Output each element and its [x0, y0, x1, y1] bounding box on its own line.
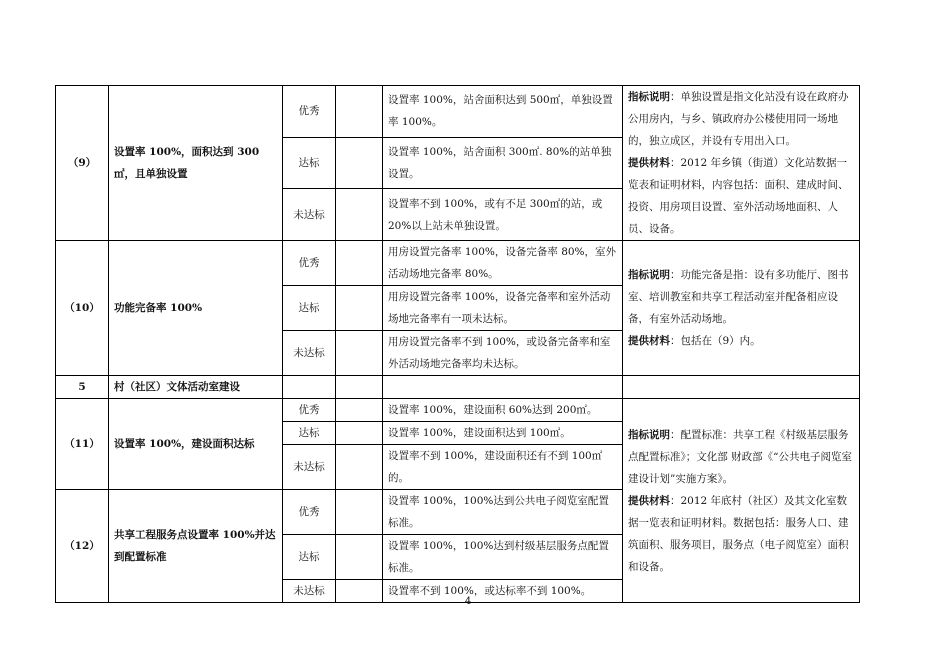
grade: 未达标 [283, 331, 336, 376]
empty-cell [623, 376, 860, 399]
section-number: 5 [56, 376, 109, 399]
table-row [56, 241, 860, 286]
page-number: 4 [464, 596, 472, 607]
criteria: 用房设置完备率 100%，设备完备率 80%，室外活动场地完备率 80%。 [383, 241, 623, 286]
material-text: ：2012 年乡镇（街道）文化站数据一览表和证明材料，内容包括：面积、建成时间、投资、用房项目设置、室外活动场地面积、人员、设备。 [628, 157, 849, 235]
grade: 未达标 [283, 189, 336, 241]
criteria: 设置率不到 100%，或有不足 300㎡的站，或 20%以上站未单独设置。 [383, 189, 623, 241]
note-text: ：单独设置是指文化站没有设在政府办公用房内，与乡、镇政府办公楼使用同一场地的，独立成区，并设有专用出入口。 [628, 91, 849, 147]
evaluation-table [55, 85, 860, 603]
material-text: ：2012 年底村（社区）及其文化室数据一览表和证明材料。数据包括：服务人口、建筑面积、服务项目，服务点（电子阅览室）面积和设备。 [628, 494, 849, 573]
indicator: 设置率 100%，建设面积达标 [109, 399, 283, 490]
section-title: 村（社区）文体活动室建设 [109, 376, 283, 399]
material-label: 提供材料 [628, 335, 670, 347]
material-text: ：包括在（9）内。 [670, 335, 761, 347]
material-label: 提供材料 [628, 157, 670, 169]
score-cell [336, 535, 383, 580]
empty-cell [336, 376, 383, 399]
criteria: 用房设置完备率 100%，设备完备率和室外活动场地完备率有一项未达标。 [383, 286, 623, 331]
item-number: （12） [56, 490, 109, 603]
indicator: 功能完备率 100% [109, 241, 283, 376]
grade: 未达标 [283, 580, 336, 603]
criteria: 设置率不到 100%，或达标率不到 100%。 [383, 580, 623, 603]
criteria: 设置率 100%，建设面积达到 100㎡。 [383, 422, 623, 445]
grade: 达标 [283, 137, 336, 189]
item-number: （9） [56, 86, 109, 241]
note-label: 指标说明 [628, 91, 670, 103]
score-cell [336, 399, 383, 422]
score-cell [336, 331, 383, 376]
criteria: 用房设置完备率不到 100%，或设备完备率和室外活动场地完备率均未达标。 [383, 331, 623, 376]
grade: 优秀 [283, 241, 336, 286]
grade: 达标 [283, 422, 336, 445]
score-cell [336, 286, 383, 331]
note-cell [623, 241, 860, 376]
score-cell [336, 86, 383, 138]
indicator: 共享工程服务点设置率 100%并达到配置标准 [109, 490, 283, 603]
note-text: ：配置标准：共享工程《村级基层服务点配置标准》；文化部 财政部《“公共电子阅览室建设计划”实施方案》。 [628, 428, 852, 485]
item-number: （11） [56, 399, 109, 490]
note-label: 指标说明 [628, 428, 670, 441]
note-cell [623, 399, 860, 603]
note-cell [623, 86, 860, 241]
grade: 优秀 [283, 490, 336, 535]
note-text: ：功能完备是指：设有多功能厅、图书室、培训教室和共享工程活动室并配备相应设备，有室外活动场地。 [628, 269, 849, 325]
criteria: 设置率 100%，站舍面积达到 500㎡，单独设置率 100%。 [383, 86, 623, 138]
empty-cell [383, 376, 623, 399]
indicator: 设置率 100%，面积达到 300㎡，且单独设置 [109, 86, 283, 241]
material-label: 提供材料 [628, 494, 670, 507]
score-cell [336, 137, 383, 189]
score-cell [336, 241, 383, 286]
criteria: 设置率 100%，100%达到公共电子阅览室配置标准。 [383, 490, 623, 535]
score-cell [336, 445, 383, 490]
score-cell [336, 422, 383, 445]
section-row [56, 376, 860, 399]
grade: 未达标 [283, 445, 336, 490]
criteria: 设置率 100%，建设面积 60%达到 200㎡。 [383, 399, 623, 422]
grade: 优秀 [283, 86, 336, 138]
score-cell [336, 490, 383, 535]
grade: 达标 [283, 535, 336, 580]
criteria: 设置率 100%，100%达到村级基层服务点配置标准。 [383, 535, 623, 580]
note-label: 指标说明 [628, 269, 670, 281]
empty-cell [283, 376, 336, 399]
grade: 达标 [283, 286, 336, 331]
criteria: 设置率不到 100%，建设面积还有不到 100㎡的。 [383, 445, 623, 490]
item-number: （10） [56, 241, 109, 376]
criteria: 设置率 100%，站舍面积 300㎡. 80%的站单独设置。 [383, 137, 623, 189]
score-cell [336, 189, 383, 241]
grade: 优秀 [283, 399, 336, 422]
table-row [56, 86, 860, 138]
table-row [56, 399, 860, 422]
